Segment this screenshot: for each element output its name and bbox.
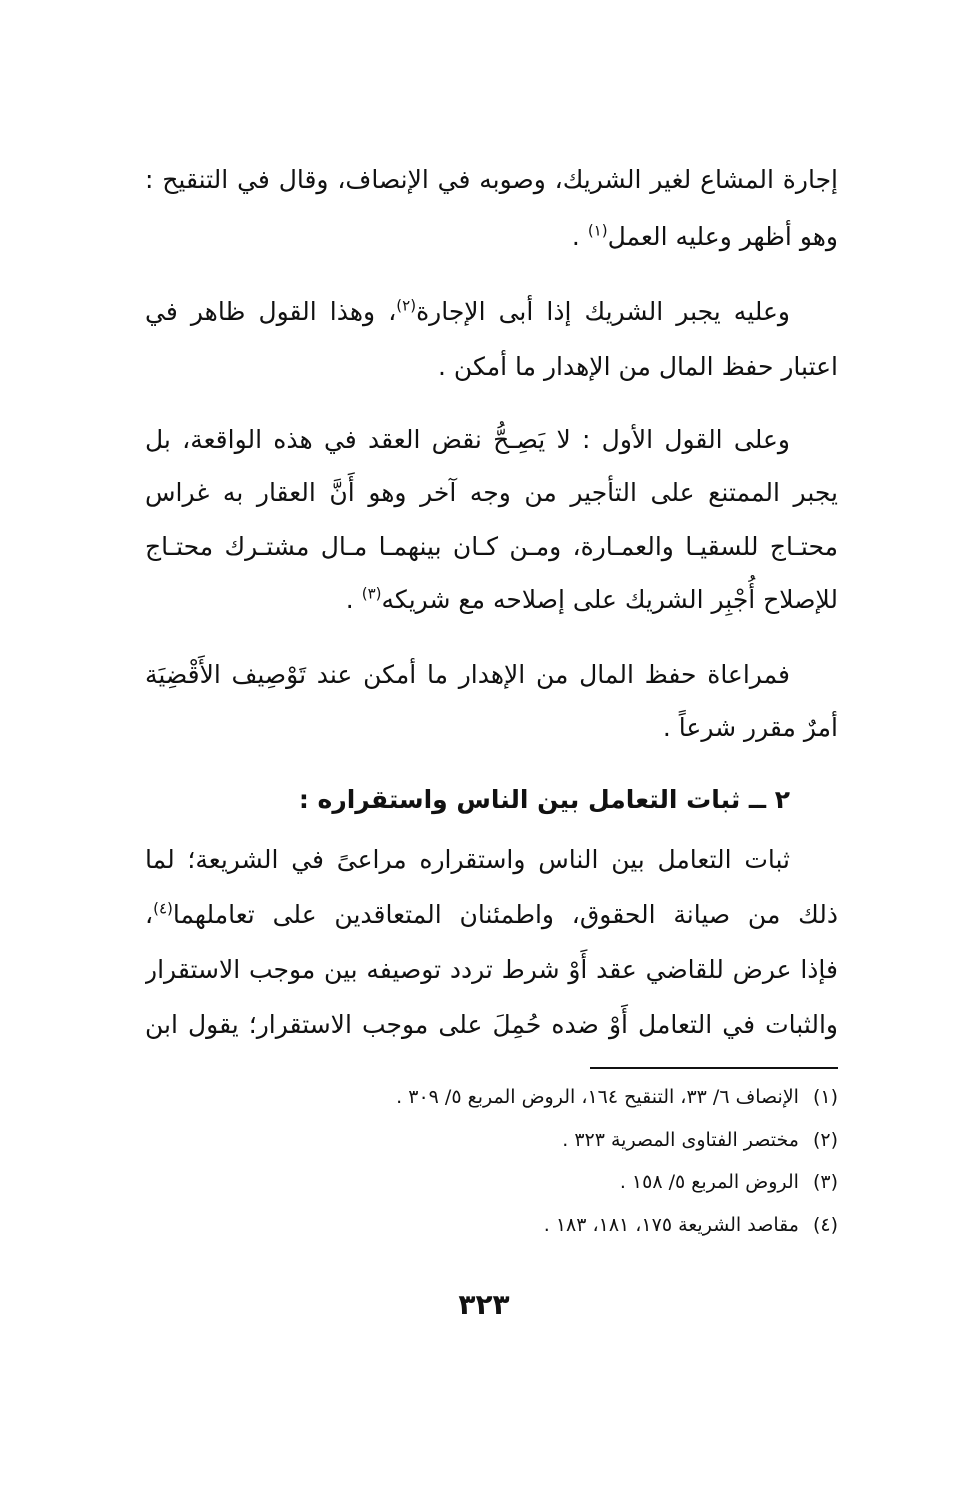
line-text: وهو أظهر وعليه العمل [607,222,838,251]
footnote-marker: (٢) [396,296,417,315]
line-text: والثبات في التعامل أَوْ ضده حُمِلَ على موجب الاستقرار؛ يقول ابن [145,1010,838,1039]
body-line [145,468,838,518]
footnote [145,1079,838,1115]
line-text: اعتبار حفظ المال من الإهدار ما أمكن . [438,352,838,381]
footnote-text: الإنصاف ٦/ ٣٣، التنقيح ١٦٤، الروض المربع ٥/ ٣٠٩ . [396,1086,799,1108]
footnote-separator [590,1067,838,1069]
footnote-number: (٣) [812,1171,838,1193]
footnote-marker: (١) [587,221,608,240]
line-text: وعليه يجبر الشريك إذا أبى الإجارة [416,297,791,326]
body-line [145,212,838,262]
footnote-marker: (٤) [153,899,173,918]
footnote [145,1207,838,1243]
page-number: ٣٢٣ [458,1288,510,1321]
body-line [145,890,838,940]
line-text: ثبات التعامل بين الناس واستقراره مراعىً في الشريعة؛ لما [145,845,790,874]
body-line [145,1000,838,1050]
line-text: فإذا عرض للقاضي عقد أَوْ شرط تردد توصيفه بين موجب الاستقرار [145,955,838,984]
line-text-after: . [345,585,362,614]
line-text: للإصلاح أُجْبِر الشريك على إصلاحه مع شريكه [381,585,838,614]
line-text: أمرٌ مقرر شرعاً . [662,713,838,742]
footnote-number: (٢) [812,1129,838,1151]
footnote-text: مقاصد الشريعة ١٧٥، ١٨١، ١٨٣ . [543,1214,799,1236]
body-line [145,945,838,995]
footnote [145,1164,838,1200]
body-line [145,703,838,753]
body-line [145,575,838,625]
line-text: وعلى القول الأول : لا يَصِـحُّ نقض العقد في هذه الواقعة، بل [145,425,790,454]
body-line [145,835,838,885]
footnote-text: مختصر الفتاوى المصرية ٣٢٣ . [562,1129,799,1151]
body-line [145,415,838,465]
line-text-after: ، وهذا القول ظاهر في [145,297,397,326]
line-text: ذلك من صيانة الحقوق، واطمئنان المتعاقدين على تعاملهما [172,900,838,929]
line-text: إجارة المشاع لغير الشريك، وصوبه في الإنصاف، وقال في التنقيح : [145,165,838,194]
body-line [145,342,838,392]
footnote-text: الروض المربع ٥/ ١٥٨ . [619,1171,799,1193]
footnote-number: (٤) [812,1214,838,1236]
line-text: يجبر الممتنع على التأجير من وجه آخر وهو أَنَّ العقار به غراس [145,478,838,507]
body-line [145,287,838,337]
line-text-after: ، [145,900,154,929]
section-heading: ٢ ــ ثبات التعامل بين الناس واستقراره : [298,785,790,814]
body-line [145,522,838,572]
line-text-after: . [571,222,588,251]
footnote-marker: (٣) [361,584,382,603]
footnote [145,1122,838,1158]
body-line [145,155,838,205]
footnote-number: (١) [812,1086,838,1108]
body-line [145,650,838,700]
line-text: فمراعاة حفظ المال من الإهدار ما أمكن عند تَوْصِيف الأَقْضِيَة [145,660,790,689]
line-text: محتـاج للسقيـا والعمـارة، ومـن كـان بينهمـا مـال مشتـرك محتـاج [145,532,838,561]
